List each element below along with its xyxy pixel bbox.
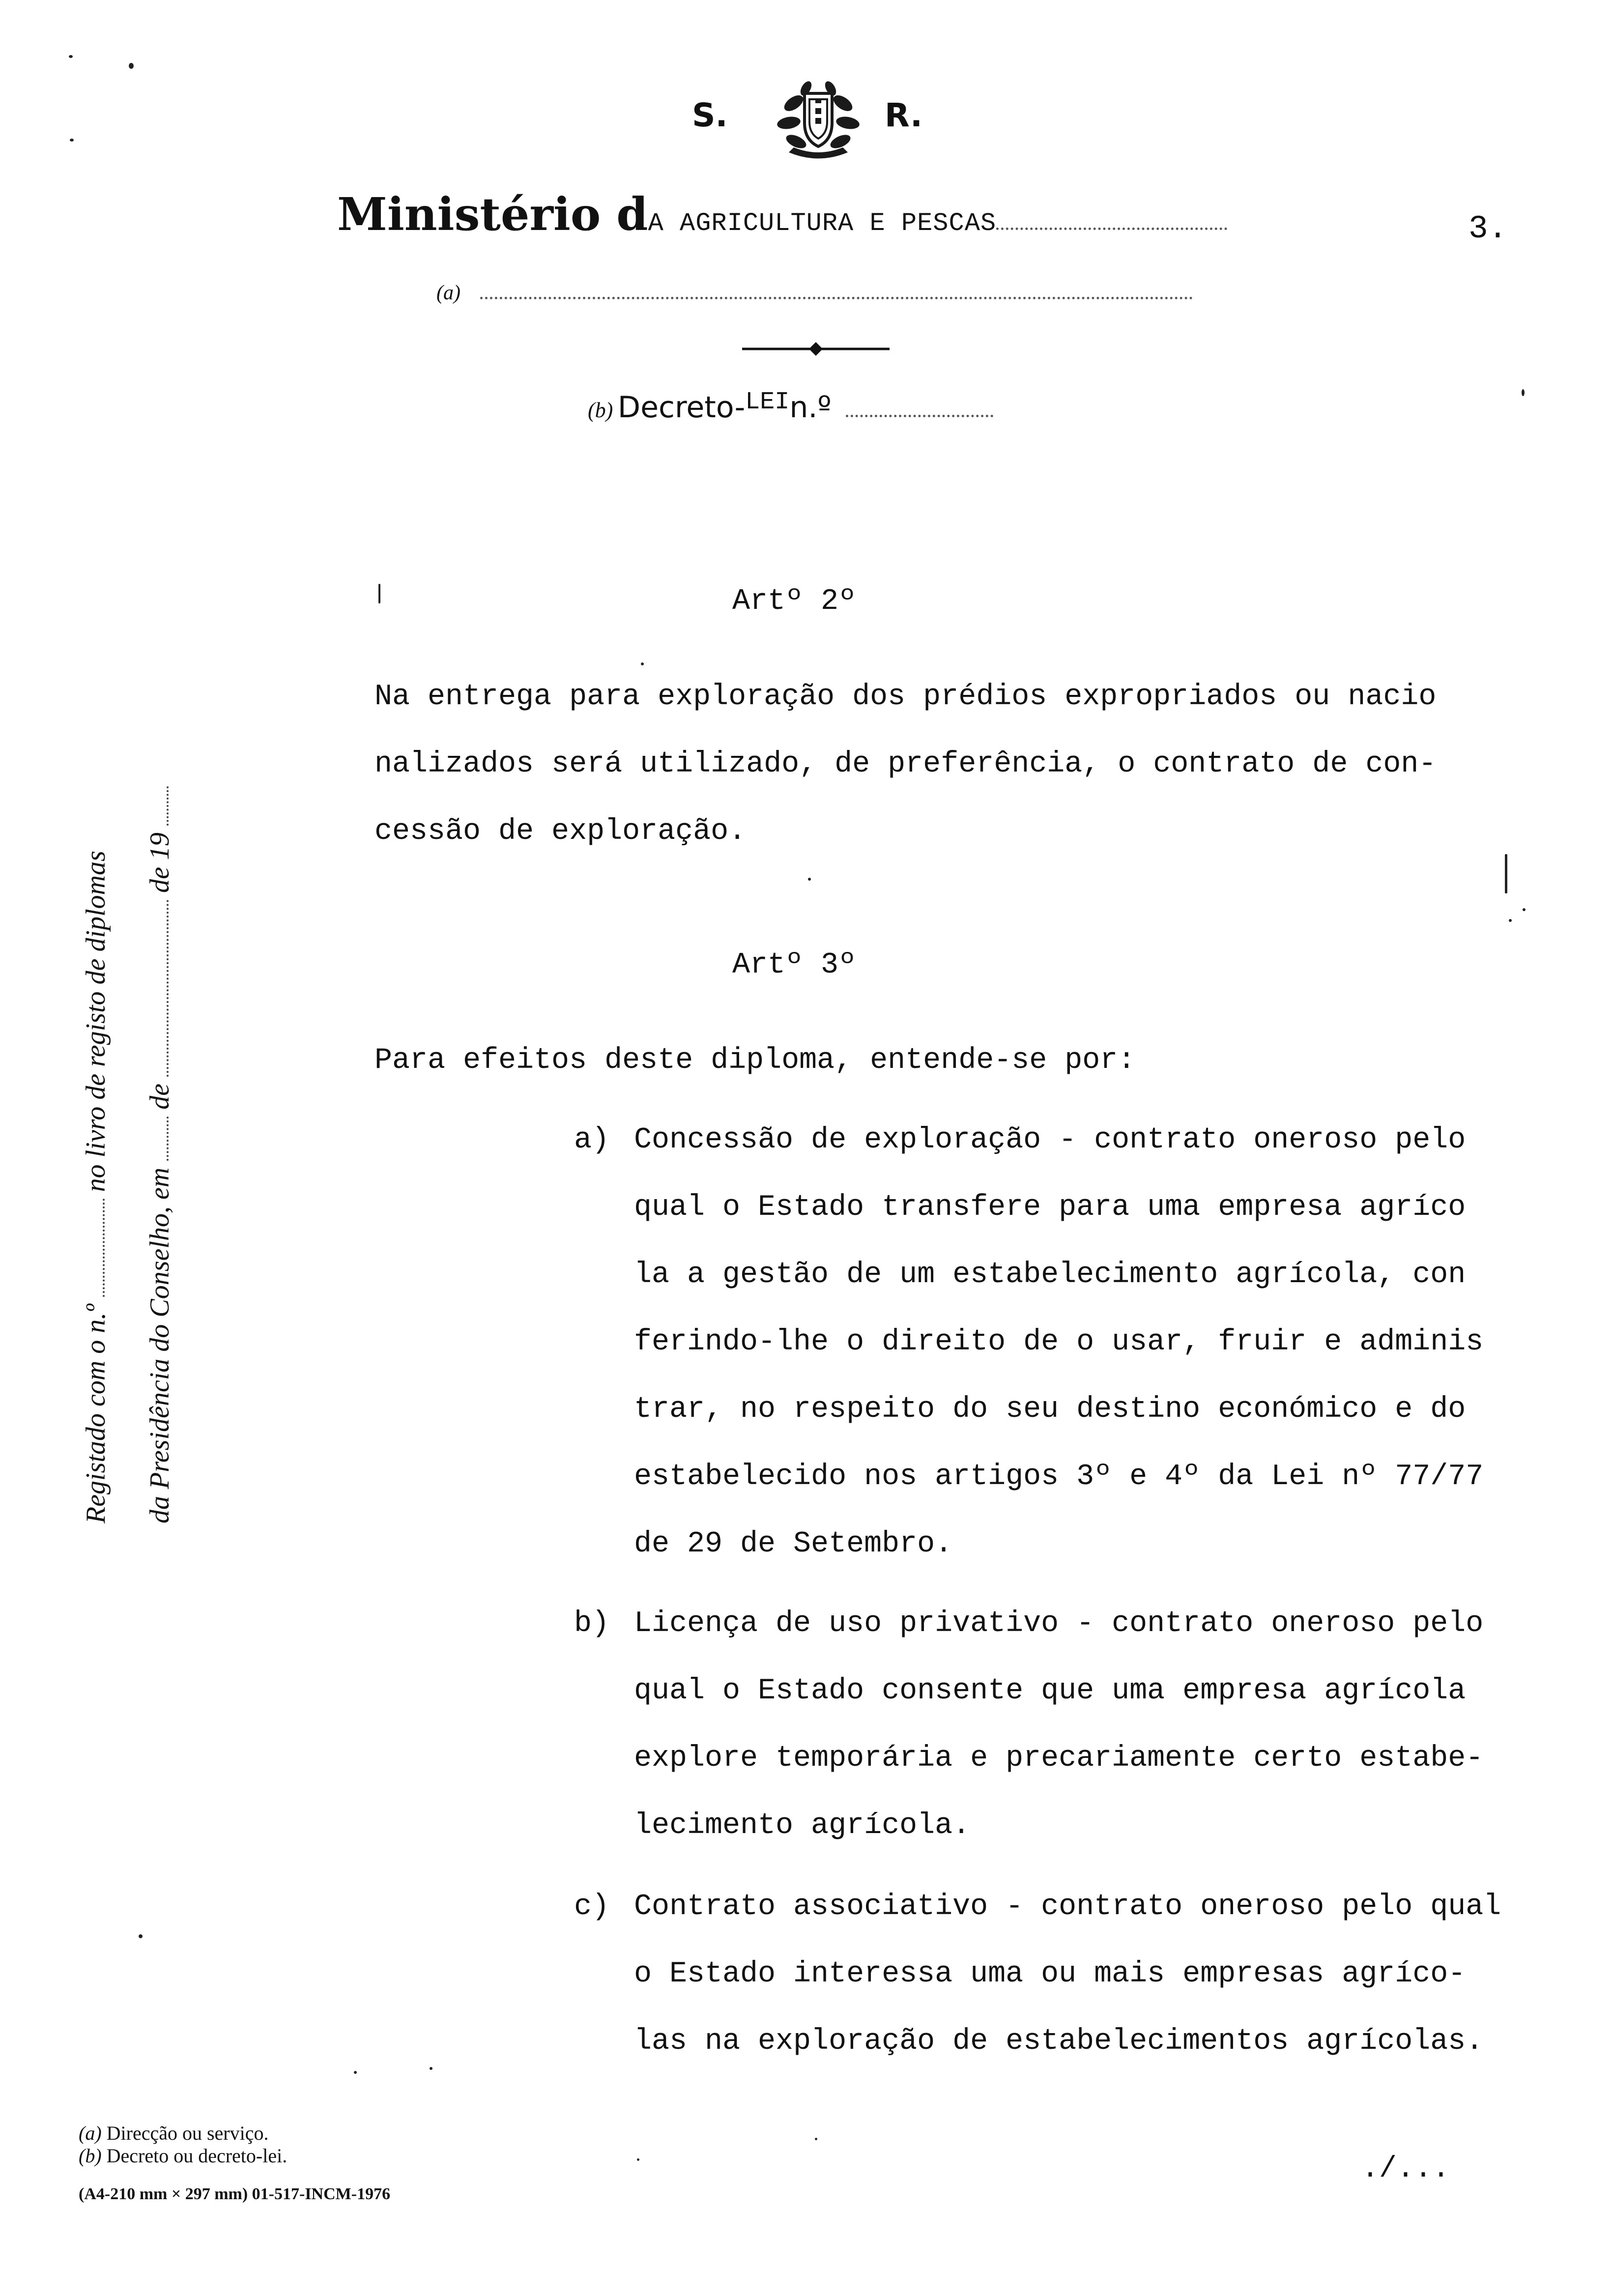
scan-speck (70, 139, 74, 142)
ministry-label: Ministério d (337, 188, 648, 241)
footnote-b-marker: (b) (79, 2145, 102, 2167)
decreto-number-dotted-fill (846, 415, 993, 417)
item-b-line: lecimento agrícola. (634, 1809, 971, 1842)
item-a-line: Concessão de exploração - contrato oneroso pelo (634, 1123, 1466, 1157)
direction-line (436, 281, 1193, 305)
scan-speck (139, 1934, 143, 1938)
register-month-dots (167, 900, 169, 1077)
scan-speck (69, 55, 73, 58)
direction-dotted-fill (480, 297, 1193, 299)
ministry-dotted-fill (996, 228, 1227, 230)
decreto-line (588, 388, 993, 425)
coat-of-arms-icon (769, 74, 867, 162)
scan-speck (1505, 854, 1507, 893)
article-2-heading: Artº 2º (732, 585, 857, 618)
item-b-line: qual o Estado consente que uma empresa agrícola (634, 1674, 1466, 1708)
register-line-1-end: no livro de registo de diplomas (81, 851, 111, 1192)
register-line-2-start: da Presidência do Conselho, em (144, 1167, 175, 1523)
scan-speck (1523, 908, 1526, 911)
register-line-2 (128, 590, 192, 1523)
ministry-line (337, 188, 1227, 241)
footnote-b (79, 2145, 287, 2167)
scan-speck (129, 63, 134, 69)
item-c-label: c) (574, 1890, 610, 1923)
item-a-line: ferindo-lhe o direito de o usar, fruir e adminis (634, 1325, 1484, 1359)
scan-speck (1509, 919, 1512, 922)
print-code: (A4-210 mm × 297 mm) 01-517-INCM-1976 (79, 2185, 391, 2203)
register-line-1-start: Registado com o n.º (81, 1304, 111, 1523)
item-b-text (634, 1590, 1483, 1860)
item-a-line: qual o Estado transfere para uma empresa agríco (634, 1191, 1466, 1224)
direction-marker: (a) (436, 282, 461, 304)
footnote-b-text: Decreto ou decreto-lei. (106, 2145, 288, 2167)
seal-right-letter: R. (885, 96, 923, 134)
scan-speck (815, 2138, 817, 2140)
item-a-line: de 29 de Setembro. (634, 1527, 953, 1561)
item-a-text (634, 1107, 1483, 1578)
decreto-type: LEI (745, 388, 790, 416)
scan-speck (808, 878, 811, 881)
decreto-label: Decreto- (617, 390, 746, 425)
seal-left-letter: S. (692, 96, 728, 134)
scan-speck (430, 2067, 432, 2070)
footnote-a-marker: (a) (79, 2122, 102, 2144)
item-b-line: Licença de uso privativo - contrato oneroso pelo (634, 1607, 1484, 1640)
article-2-line: Na entrega para exploração dos prédios expropriados ou nacio (374, 680, 1437, 714)
register-day-dots (167, 1117, 169, 1161)
ornamental-divider (742, 339, 890, 359)
item-a-line: estabelecido nos artigos 3º e 4º da Lei nº 77/77 (634, 1460, 1484, 1493)
article-2-text (374, 663, 1436, 865)
article-2-line: cessão de exploração. (374, 815, 747, 848)
decreto-number-label: n.º (789, 390, 832, 425)
footnote-a-text: Direcção ou serviço. (106, 2122, 269, 2144)
item-b-line: explore temporária e precariamente certo estabe- (634, 1742, 1484, 1775)
article-3-intro: Para efeitos deste diploma, entende-se por: (374, 1044, 1136, 1077)
scan-speck (637, 2158, 639, 2161)
ministry-name: A AGRICULTURA E PESCAS (648, 209, 997, 238)
continuation-mark: ./... (1361, 2152, 1450, 2186)
item-c-line: o Estado interessa uma ou mais empresas agríco- (634, 1957, 1466, 1991)
article-2-line: nalizados será utilizado, de preferência, o contrato de con- (374, 747, 1437, 781)
item-b-label: b) (574, 1607, 610, 1640)
footnote-a (79, 2122, 268, 2145)
item-a-line: trar, no respeito do seu destino económico e do (634, 1393, 1466, 1426)
register-line-2-mid: de (144, 1083, 175, 1110)
register-number-dots (103, 1199, 105, 1297)
decreto-marker: (b) (588, 398, 613, 422)
item-a-label: a) (574, 1123, 610, 1157)
scan-speck (641, 662, 644, 665)
article-3-heading: Artº 3º (732, 948, 857, 982)
register-line-1 (64, 590, 128, 1523)
register-year-dots (167, 786, 169, 826)
scan-speck (378, 584, 380, 603)
scan-speck (1522, 389, 1525, 396)
register-line-2-end: de 19 (144, 832, 175, 893)
page-number: 3. (1468, 210, 1508, 247)
register-margin-note (64, 590, 211, 1523)
item-c-line: Contrato associativo - contrato oneroso pelo qual (634, 1890, 1501, 1923)
item-c-line: las na exploração de estabelecimentos agrícolas. (634, 2025, 1484, 2058)
item-c-text (634, 1873, 1501, 2075)
item-a-line: la a gestão de um estabelecimento agrícola, con (634, 1258, 1466, 1292)
scan-speck (354, 2071, 357, 2074)
